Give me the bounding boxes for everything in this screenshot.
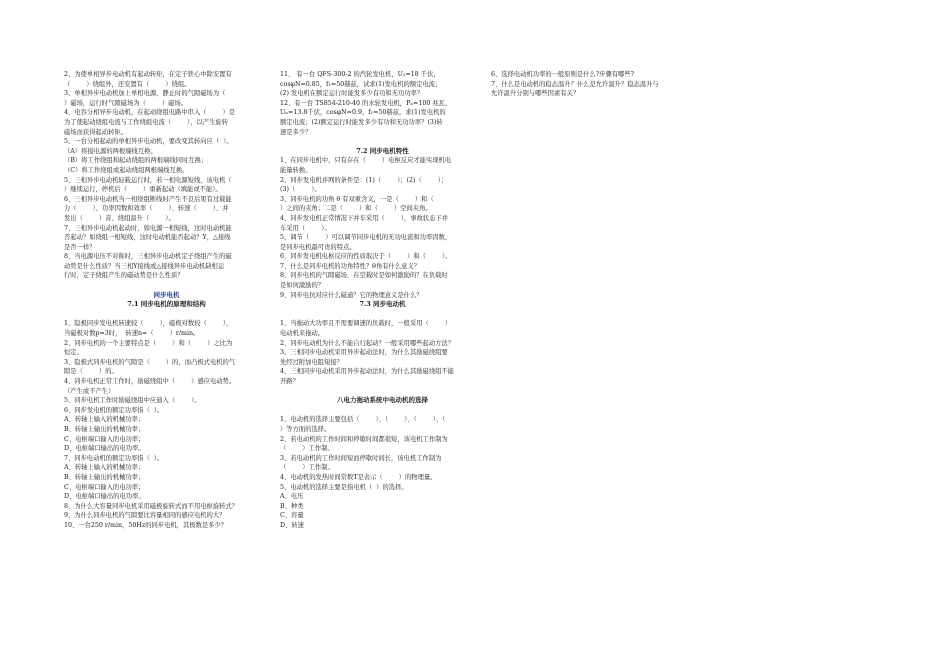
text-line: 9、同步电抗对应什么磁通？它的物理意义是什么？: [280, 291, 423, 299]
text-line: 是否一样？: [64, 243, 96, 251]
question-block: [280, 415, 485, 530]
question-block: [280, 156, 485, 300]
text-line: 是如何激励的？: [280, 282, 325, 290]
column-left: [64, 70, 269, 531]
text-line: cosφN=0.85，f₁=50赫兹，试求(1)发电机的额定电流；: [280, 80, 442, 88]
text-line: A、转轴上输入的机械功率；: [64, 464, 145, 472]
text-line: B、种类: [280, 502, 304, 510]
text-line: D、电枢端口输出的电功率。: [64, 493, 145, 501]
text-line: 2、若电动机的工作时间和停歇时间都很短，该电机工作制为: [280, 435, 448, 443]
text-line: 3、单相异步电动机加上单相电源，静止时的气隙磁场为（: [64, 90, 226, 98]
text-line: 11、 有一台 QFS-300-2 的汽轮发电机，U₁=18 千伏，: [280, 71, 440, 78]
question-block: [64, 70, 269, 281]
text-line: 恒定。: [64, 349, 83, 357]
text-line: 8、当电源电压不对称时，三相异步电动机定子绕组产生的磁: [64, 253, 232, 261]
text-line: 否起动？如绕组一相短线，这时电动机能否起动？Y，△接线: [64, 234, 231, 242]
text-line: 5、同步电机工作时励磁绕组中应通入（ ）。: [64, 397, 201, 405]
text-line: C、电枢端口输入的电功率；: [64, 435, 145, 443]
text-line: 7、什么是电动机的稳态温升？什么是允许温升？稳态温升与: [491, 80, 659, 88]
text-line: 允许温升分别与哪些因素有关？: [491, 90, 580, 98]
chapter-heading: 八电力拖动系统中电动机的选择: [337, 396, 428, 405]
text-line: 车采用（ ）。: [280, 224, 331, 232]
text-line: 6、三相异步电动机当一相绕组断线时产生不良后果有过载能: [64, 195, 232, 203]
text-line: 3、同步电机的功角 θ 有双重含义，一是（ ）和（: [280, 195, 434, 203]
text-line: （产生或不产生）: [64, 387, 115, 395]
text-line: 4、同步电机正常工作时，励磁绕组中（ ）感应电动势。: [64, 378, 236, 385]
text-line: 开路？: [280, 378, 299, 385]
text-line: 5、电动机的选择主要是指电机（ ）的选择。: [280, 483, 408, 491]
text-line: （ ）工作制。: [280, 445, 334, 453]
section-heading: 7.1 同步电机的原理和结构: [127, 300, 206, 309]
text-line: 5、三相异步电动机轻载运行时，若一相电源短线，该电机（: [64, 176, 232, 184]
text-line: 1、当拖动大功率且不需要调速的负载时，一般采用（ ）: [280, 320, 452, 328]
text-line: ）磁场，运行时气隙磁场为（ ）磁场。: [64, 99, 188, 107]
text-line: 4、电容分相异步电动机，在起动绕组电路中串入（ ）是: [64, 109, 236, 117]
text-line: 4、电动机的发热时间常数T是表示（ ）的物理量。: [280, 473, 437, 481]
text-line: 当磁极对数p=3时， 转速n=（ ）r/min。: [64, 330, 200, 338]
text-line: 隙是（ ）的。: [64, 368, 118, 376]
text-line: （B）将工作绕组和起动绕组的两根端线同时互换；: [64, 157, 208, 165]
text-line: 电动机来拖动。: [280, 330, 325, 338]
text-line: （ ）工作制。: [280, 464, 334, 472]
text-line: 磁场而获得起动转矩。: [64, 128, 127, 136]
text-line: 能量转换。: [280, 166, 312, 174]
text-line: （A）将接电源的两根端线互换；: [64, 147, 157, 155]
text-line: B、转轴上输出的机械功率；: [64, 425, 145, 433]
text-line: 1、在同步电机中，只有存在（ ）电枢反应才能实现机电: [280, 157, 452, 165]
text-line: 10、一台250 r/min，50Hz的同步电机，其极数是多少？: [64, 521, 228, 529]
text-line: 2、同步电机的一个主要特点是（ ）和（ ）之比为: [64, 339, 233, 347]
text-line: ）之间的夹角；二是（ ）和（ ）空间夹角。: [280, 205, 432, 213]
text-line: 力（ ）、功率因数和效率（ ）、转速（ ）、并: [64, 205, 229, 213]
text-line: 3、若电动机的工作时间短而停歇时间长，该电机工作制为: [280, 454, 442, 462]
text-line: （C）将工作绕组或起动绕组两根端线互换。: [64, 166, 189, 174]
text-line: 为了使起动绕组电流与工作绕组电流（ ），以产生旋转: [64, 118, 228, 126]
text-line: D、电枢端口输出的电功率。: [64, 445, 145, 453]
text-line: 3、隐极式同步电机的气隙是（ ）的，而凸极式电机的气: [64, 358, 236, 366]
text-line: 2、为使单相异步电动机有起动转矩，在定子铁心中除安置有: [64, 71, 232, 78]
text-line: 8、同步电机的气隙磁场，在空载时是如何激励的？在负载时: [280, 272, 448, 280]
text-line: 8、为什么大容量同步电机采用磁极旋转式而不用电枢旋转式？: [64, 502, 239, 510]
text-line: 3、三相同步电动机采用异步起动法时，为什么其励磁绕组要: [280, 349, 448, 357]
text-line: 5、调节（ ）可以调节同步电机的无功电流和功率因数，: [280, 234, 452, 242]
text-line: (2) 发电机在额定运行时能发多少有功和无功功率？: [280, 90, 424, 98]
text-line: 6、同步发电机电枢反应的性质取决于（ ）和（ ）。: [280, 253, 452, 261]
text-line: 7、什么是同步电机的功角特性？θ角有什么意义？: [280, 262, 421, 270]
text-line: 5、一台分相起动的单相异步电动机，要改变其转向应（ ）。: [64, 138, 233, 146]
text-line: 1、电动机的选择主要包括（ ）、（ ）、（ ）、（: [280, 416, 446, 424]
section-heading: 7.2 同步电机特性: [356, 146, 409, 155]
text-line: 速是多少？: [280, 128, 312, 136]
text-line: 9、为什么同步电机的气隙要比容量相同的感应电机的大？: [64, 512, 226, 520]
question-block: [64, 319, 269, 530]
text-line: 发出（ ）音、绕组温升（ ）。: [64, 214, 175, 222]
text-line: 1、隐极同步发电机转速较（ ），磁极对数较（ ），: [64, 320, 233, 328]
text-line: 4、三相同步电动机采用异步起动法时，为什么其励磁绕组不能: [280, 368, 455, 376]
text-line: 额定电流；(2)额定运行时能发多少有功和无功功率？(3)转: [280, 118, 443, 126]
question-block: [280, 70, 485, 137]
text-line: 7、三相异步电动机起动时，如电源一相短线，这时电动机能: [64, 224, 232, 232]
text-line: 2、同步电动机为什么不能自行起动？一般采用哪些起动方法？: [280, 339, 455, 347]
text-line: 7、同步电动机的额定功率指（ ）。: [64, 454, 164, 462]
column-middle: [280, 70, 485, 531]
text-line: 12、有一台 TS854-210-40 的水轮发电机，Pₙ=100 兆瓦，: [280, 99, 452, 107]
column-right: [491, 70, 691, 99]
text-line: D、转速: [280, 521, 304, 529]
text-line: A、电压: [280, 493, 304, 501]
question-block: [280, 319, 485, 386]
text-line: Uₙ=13.8千伏，cosφN=0.9，f₁=50赫兹，求(1)发电机的: [280, 109, 446, 117]
text-line: 2、同步发电机并网的条件是：(1)（ ）；(2)（ ）；: [280, 176, 448, 184]
text-line: 6、选择电动机功率的一般原则是什么?步骤有哪些?: [491, 71, 634, 78]
chapter-heading: 同步电机: [153, 290, 180, 299]
text-line: B、转轴上输出的机械功率；: [64, 473, 145, 481]
text-line: （ ）绕组外，还安置有（ ）绕组。: [64, 80, 191, 88]
text-line: ）继续运行，停机后（ ）重新起动（填能或不能）。: [64, 186, 222, 194]
text-line: C、电枢端口输入的电功率；: [64, 483, 145, 491]
text-line: 4、同步发电机正常情况下并车采用（ ），事故状态下并: [280, 214, 448, 222]
text-line: (3)（ ）。: [280, 186, 321, 194]
text-line: 6、同步发电机的额定功率指（ ）。: [64, 406, 164, 414]
section-heading: 7.3 同步电动机: [359, 300, 406, 309]
text-line: 动势是什么性质？当三相Y接线或△接线异步电动机缺相运: [64, 262, 225, 270]
text-line: ）等方面的选择。: [280, 425, 331, 433]
question-block: [491, 70, 691, 99]
text-line: 是同步电机最可贵的特点。: [280, 243, 356, 251]
text-line: A、转轴上输入的机械功率；: [64, 416, 145, 424]
text-line: 行时，定子绕组产生的磁动势是什么性质？: [64, 272, 184, 280]
text-line: 先经过附加电阻短接？: [280, 358, 343, 366]
text-line: C、容量: [280, 512, 304, 520]
